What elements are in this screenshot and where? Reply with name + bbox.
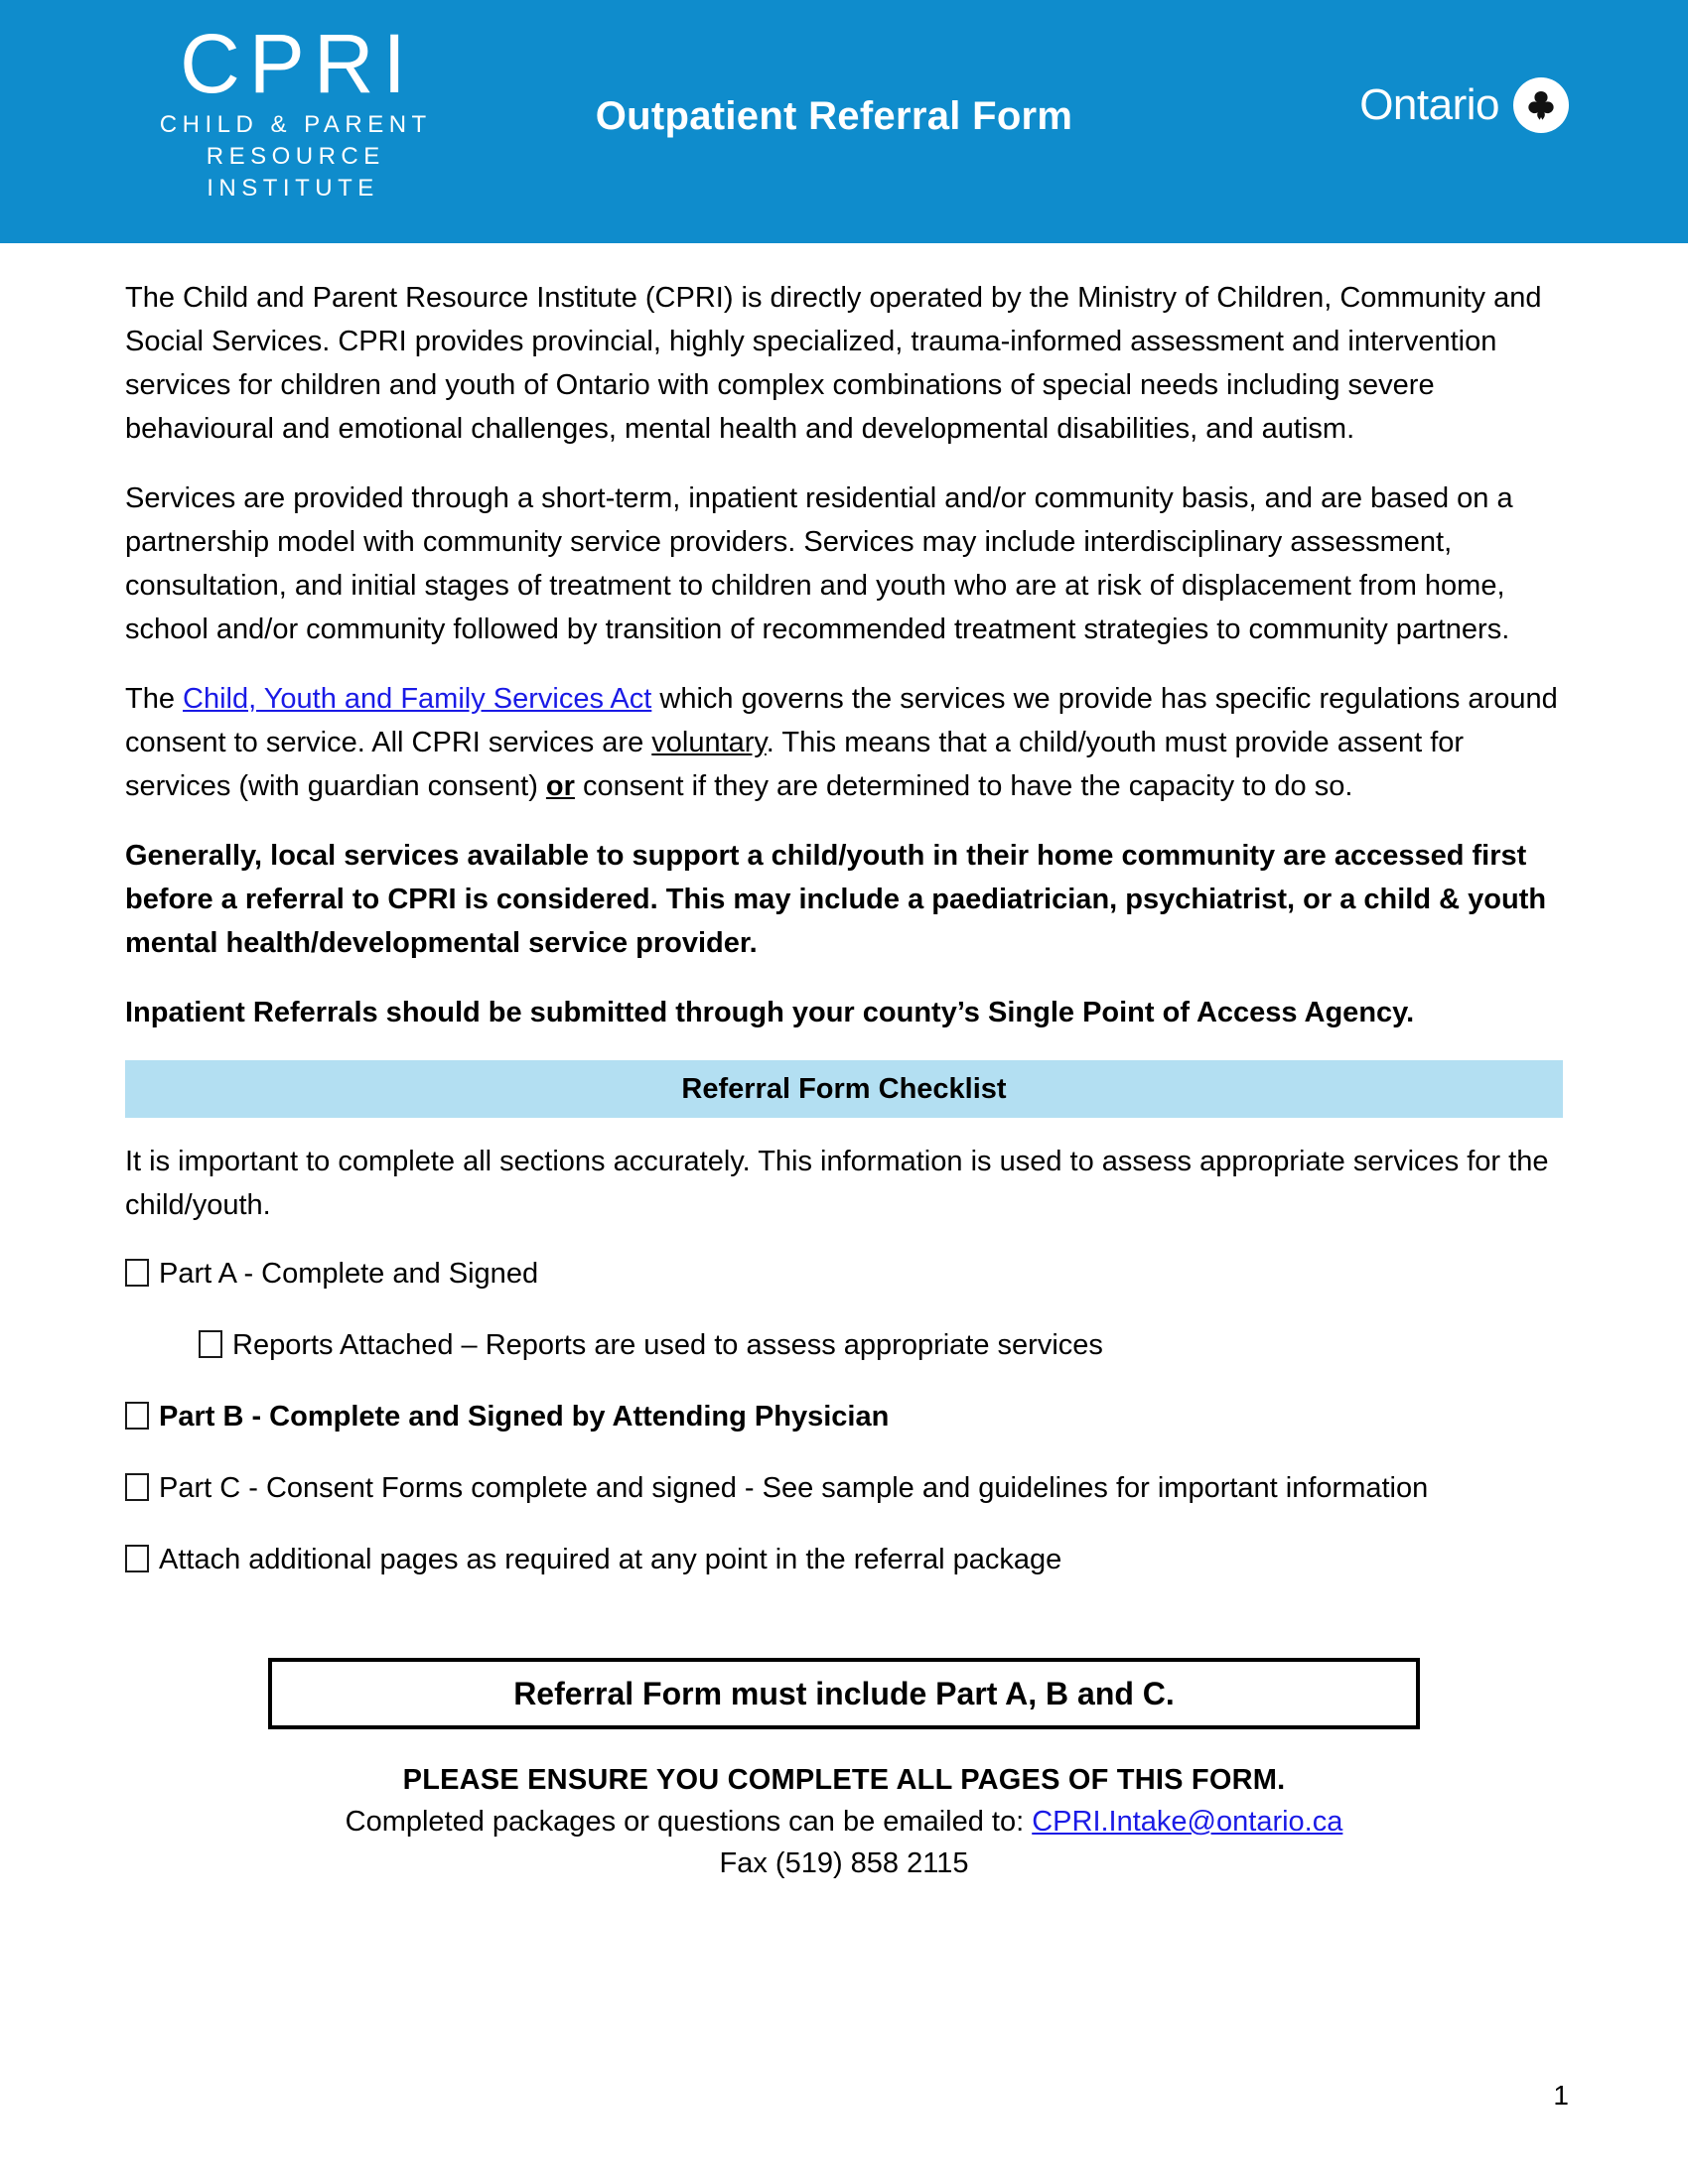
emphasis-box <box>268 1658 1420 1729</box>
para3-text-part2: which governs the services we provide has specific regulations around consent to service. All CPRI services are <box>125 683 1558 758</box>
ontario-trillium-icon <box>1513 77 1569 133</box>
checklist-item-additional-pages[interactable] <box>0 1539 1688 1580</box>
ontario-logo <box>1359 77 1569 133</box>
page-number: 1 <box>1553 2080 1569 2111</box>
checkbox-reports-attached[interactable] <box>199 1330 222 1358</box>
checklist-item-part-a[interactable] <box>0 1253 1688 1295</box>
footer-fax-line: Fax (519) 858 2115 <box>719 1847 969 1879</box>
checkbox-part-c[interactable] <box>125 1473 149 1501</box>
checklist-banner <box>125 1060 1563 1118</box>
checklist-item-part-c[interactable] <box>0 1467 1688 1509</box>
para3-text-part1: The <box>125 683 184 715</box>
intake-email-link[interactable]: CPRI.Intake@ontario.ca <box>1032 1806 1343 1838</box>
cpri-logo <box>129 18 457 205</box>
intro-paragraph-2: Services are provided through a short-term, inpatient residential and/or community basis, and are based on a partnership model with community service providers. Services may include interdisciplinary assessment, consultation, and initial stages of treatment to children and youth who are at risk of displacement from home, school and/or community followed by transition of recommended treatment strategies to community partners. <box>125 482 1513 645</box>
page-footer <box>0 1759 1688 1884</box>
footer-email-prefix: Completed packages or questions can be emailed to: <box>345 1806 1033 1838</box>
checkbox-part-a[interactable] <box>125 1259 149 1287</box>
document-content <box>0 243 1688 1884</box>
checkbox-additional-pages[interactable] <box>125 1545 149 1572</box>
or-emphasis: or <box>545 770 575 802</box>
cyfsa-link[interactable]: Child, Youth and Family Services Act <box>183 683 652 715</box>
checklist-label-reports-attached: Reports Attached – Reports are used to assess appropriate services <box>232 1329 1103 1361</box>
cpri-logo-line2: RESOURCE INSTITUTE <box>206 143 385 202</box>
cpri-logo-acronym: CPRI <box>180 17 415 110</box>
intro-paragraph-1: The Child and Parent Resource Institute (CPRI) is directly operated by the Ministry of Children, Community and Social Services. CPRI provides provincial, highly specialized, trauma-informed assessment and intervention services for children and youth of Ontario with complex combinations of special needs including severe behavioural and emotional challenges, mental health and developmental disabilities, and autism. <box>125 282 1542 445</box>
checklist-label-part-c: Part C - Consent Forms complete and signed - See sample and guidelines for important information <box>159 1472 1429 1504</box>
checklist-item-reports-attached[interactable] <box>0 1324 1688 1366</box>
voluntary-emphasis: voluntary <box>651 727 767 758</box>
ontario-wordmark: Ontario <box>1359 80 1499 129</box>
cpri-logo-line1: CHILD & PARENT <box>159 111 432 138</box>
para3-text-part3: . This means that a child/youth must provide assent for services (with guardian consent) <box>125 727 1465 802</box>
checklist-banner-title: Referral Form Checklist <box>681 1072 1007 1105</box>
emphasis-box-text: Referral Form must include Part A, B and C. <box>513 1675 1175 1711</box>
local-services-paragraph: Generally, local services available to support a child/youth in their home community are accessed first before a referral to CPRI is considered. This may include a paediatrician, psychiatrist, or a child & youth mental health/developmental service provider. <box>125 840 1547 959</box>
inpatient-referrals-paragraph: Inpatient Referrals should be submitted through your county’s Single Point of Access Agency. <box>125 997 1415 1028</box>
para3-text-part4: consent if they are determined to have the capacity to do so. <box>574 770 1353 802</box>
checklist-label-additional-pages: Attach additional pages as required at any point in the referral package <box>159 1544 1062 1575</box>
page-title: Outpatient Referral Form <box>595 94 1073 138</box>
footer-notice: PLEASE ENSURE YOU COMPLETE ALL PAGES OF THIS FORM. <box>402 1764 1286 1796</box>
checklist-label-part-b: Part B - Complete and Signed by Attending Physician <box>159 1401 890 1433</box>
checklist-item-part-b[interactable] <box>0 1396 1688 1437</box>
footer-email-line <box>0 1801 1688 1843</box>
checkbox-part-b[interactable] <box>125 1402 149 1430</box>
checklist-label-part-a: Part A - Complete and Signed <box>159 1258 539 1290</box>
page-header <box>0 0 1688 243</box>
checklist-intro-text: It is important to complete all sections accurately. This information is used to assess appropriate services for the child/youth. <box>125 1146 1549 1221</box>
intro-paragraph-3 <box>0 677 1688 808</box>
